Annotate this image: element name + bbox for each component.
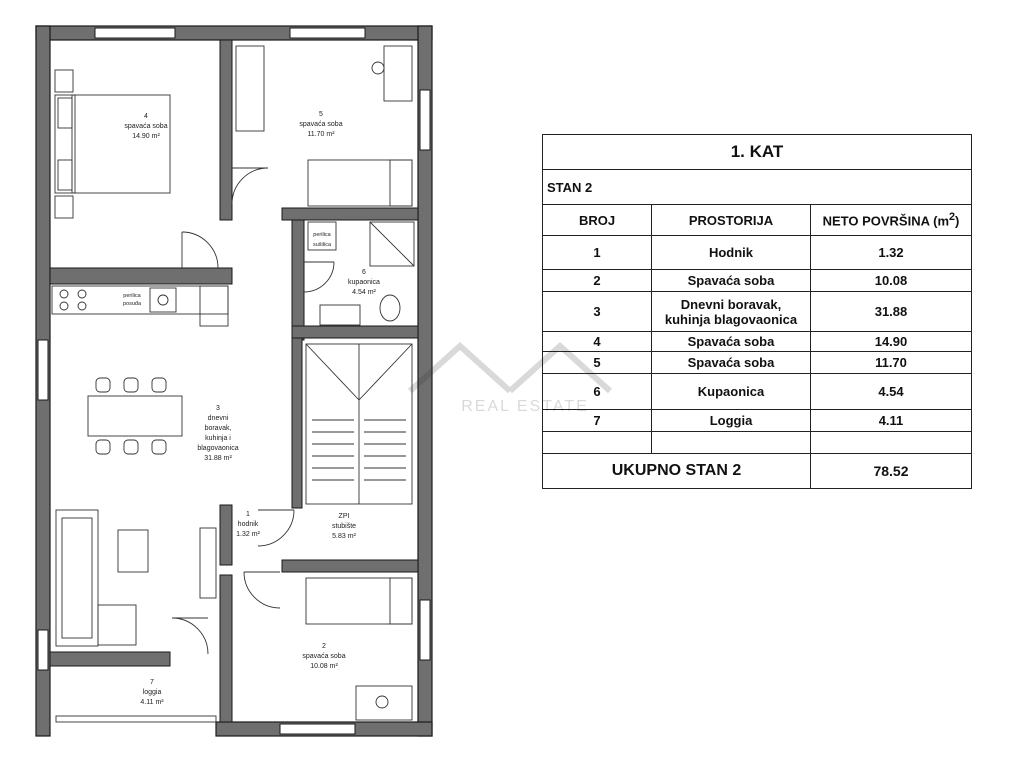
room-2-area: 10.08 m² <box>310 663 338 670</box>
row-number: 5 <box>543 352 652 374</box>
row-number: 7 <box>543 410 652 432</box>
room-2-number: 2 <box>322 643 326 650</box>
total-label: UKUPNO STAN 2 <box>543 454 811 489</box>
room-6-name: kupaonica <box>348 279 380 286</box>
room-3-area: 31.88 m² <box>204 455 232 462</box>
stairwell-name: stubište <box>331 523 357 530</box>
room-4-name: spavaća soba <box>124 123 168 130</box>
row-area: 4.11 <box>811 410 972 432</box>
stairwell-area: 5.83 m² <box>332 533 356 540</box>
room-3-name-line-2: boravak, <box>204 425 232 432</box>
room-5-number: 5 <box>319 111 323 118</box>
room-5-area: 11.70 m² <box>307 131 335 138</box>
room-schedule-table <box>542 134 972 489</box>
row-number: 1 <box>543 236 652 270</box>
dryer-label: sušilica <box>312 242 332 248</box>
room-7-area: 4.11 m² <box>140 699 164 706</box>
row-area: 4.54 <box>811 374 972 410</box>
table-title-row <box>543 135 972 170</box>
empty-cell <box>543 432 652 454</box>
header-number: BROJ <box>543 205 652 236</box>
header-area-suffix: ) <box>955 213 960 229</box>
table-row <box>543 236 972 270</box>
table-row <box>543 352 972 374</box>
table-row <box>543 292 972 332</box>
empty-cell <box>811 432 972 454</box>
table-row <box>543 270 972 292</box>
stairwell-code: ZPI <box>338 513 350 520</box>
row-number: 6 <box>543 374 652 410</box>
row-number: 2 <box>543 270 652 292</box>
row-room: Kupaonica <box>652 374 811 410</box>
room-4-area: 14.90 m² <box>132 133 160 140</box>
header-area <box>811 205 972 236</box>
row-room: Hodnik <box>652 236 811 270</box>
table-empty-row <box>543 432 972 454</box>
room-4-number: 4 <box>144 113 148 120</box>
row-room: Spavaća soba <box>652 332 811 352</box>
header-room: PROSTORIJA <box>652 205 811 236</box>
exterior-walls <box>36 26 432 736</box>
room-3-name-line-4: blagovaonica <box>197 445 239 452</box>
total-value: 78.52 <box>811 454 972 489</box>
table-apartment-row <box>543 170 972 205</box>
room-labels <box>123 111 380 706</box>
furniture <box>52 46 414 722</box>
table-total-row <box>543 454 972 489</box>
floor-title: 1. KAT <box>543 135 972 170</box>
room-5-name: spavaća soba <box>299 121 343 128</box>
washer-label: perilica <box>313 232 331 238</box>
room-1-number: 1 <box>246 511 250 518</box>
dishwasher-label-line-1: perilica <box>123 293 141 299</box>
room-3-name-line-3: kuhinja i <box>205 435 231 442</box>
row-area: 31.88 <box>811 292 972 332</box>
table-row <box>543 374 972 410</box>
row-area: 10.08 <box>811 270 972 292</box>
windows <box>38 28 430 734</box>
room-6-number: 6 <box>362 269 366 276</box>
header-area-sup: 2 <box>949 211 956 224</box>
row-number: 4 <box>543 332 652 352</box>
room-7-name: loggia <box>142 689 162 696</box>
table-row <box>543 332 972 352</box>
row-room: Loggia <box>652 410 811 432</box>
dishwasher-label-line-2: posuđa <box>122 301 142 307</box>
row-room <box>652 292 811 332</box>
room-6-area: 4.54 m² <box>352 289 376 296</box>
row-number: 3 <box>543 292 652 332</box>
row-area: 11.70 <box>811 352 972 374</box>
room-1-area: 1.32 m² <box>236 531 260 538</box>
table-header-row <box>543 205 972 236</box>
header-area-prefix: NETO POVRŠINA (m <box>822 213 950 229</box>
row-room: Spavaća soba <box>652 270 811 292</box>
room-3-number: 3 <box>216 405 220 412</box>
interior-walls <box>50 40 418 722</box>
row-room-line-2: kuhinja blagovaonica <box>664 311 798 327</box>
apartment-name: STAN 2 <box>543 170 972 205</box>
table-row <box>543 410 972 432</box>
room-2-name: spavaća soba <box>302 653 346 660</box>
doors <box>172 168 334 654</box>
room-7-number: 7 <box>150 679 154 686</box>
row-room: Spavaća soba <box>652 352 811 374</box>
row-area: 1.32 <box>811 236 972 270</box>
room-3-name-line-1: dnevni <box>207 415 229 422</box>
watermark-text: REAL ESTATE <box>461 398 589 415</box>
row-area: 14.90 <box>811 332 972 352</box>
row-room-line-1: Dnevni boravak, <box>680 296 782 312</box>
room-1-name: hodnik <box>237 521 259 528</box>
empty-cell <box>652 432 811 454</box>
